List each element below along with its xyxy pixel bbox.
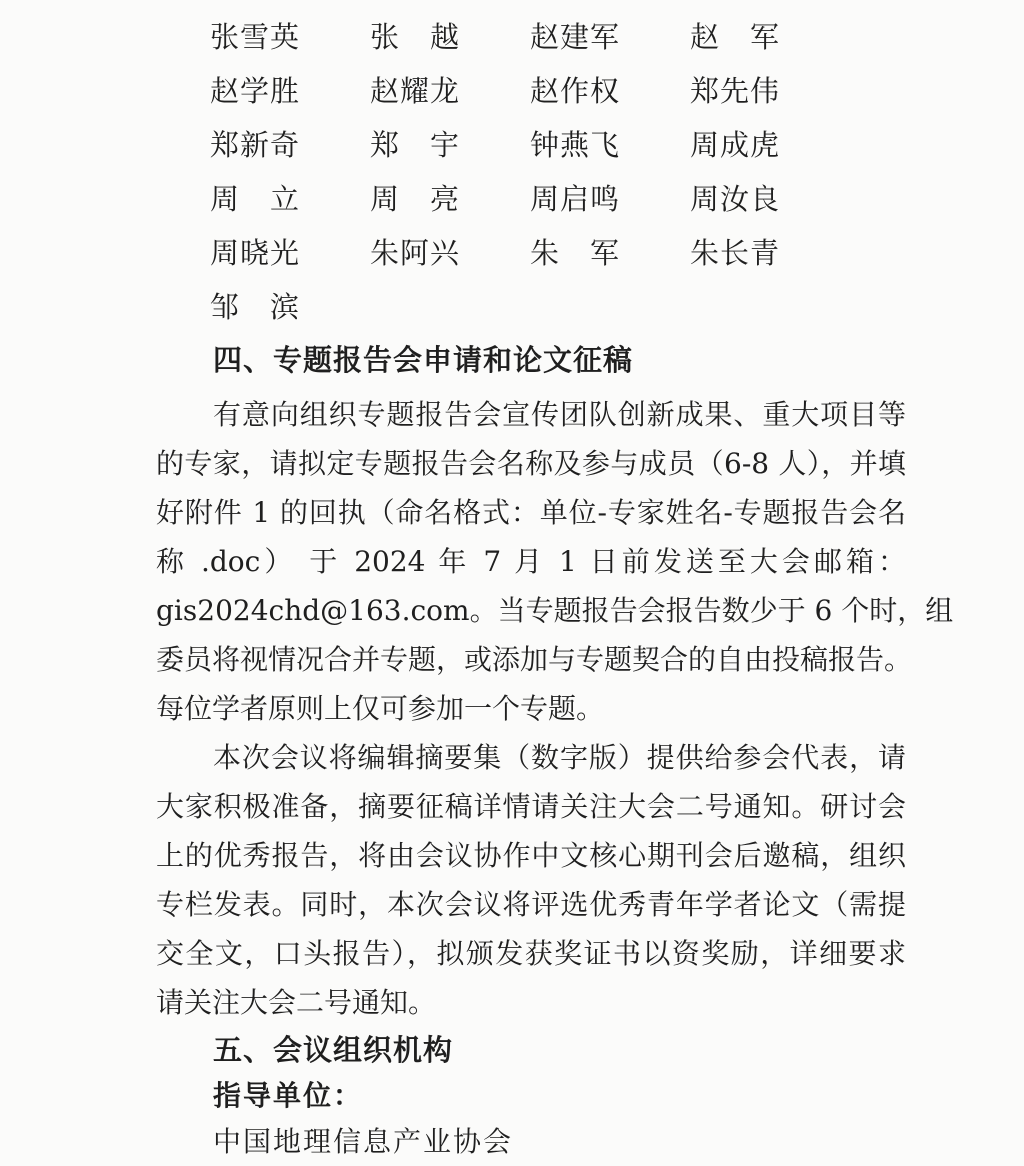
committee-name: 张 越 [370,19,461,54]
paragraph-line: 委员将视情况合并专题，或添加与专题契合的自由投稿报告。 [156,643,913,676]
committee-name: 周 亮 [370,181,461,216]
paragraph-line: 有意向组织专题报告会宣传团队创新成果、重大项目等 [213,398,906,431]
committee-name-grid [210,0,906,332]
committee-name: 赵建军 [530,19,621,54]
section5-subheading: 指导单位： [213,1079,364,1112]
paragraph-line: 交全文，口头报告），拟颁发获奖证书以资奖励，详细要求 [156,937,906,970]
committee-name: 张雪英 [210,19,301,54]
paragraph-line: 请关注大会二号通知。 [156,986,437,1019]
name-row [210,170,906,224]
document-content [156,0,954,1165]
name-row [210,116,906,170]
committee-name: 赵耀龙 [370,73,461,108]
committee-name: 郑先伟 [690,73,781,108]
paragraph-line: gis2024chd@163.com。当专题报告会报告数少于 6 个时，组 [156,594,954,627]
committee-name: 周启鸣 [530,181,621,216]
section4-paragraphs [156,390,954,1027]
section5-block [156,1027,906,1165]
committee-name: 邹 滨 [210,289,301,324]
section4-heading: 四、专题报告会申请和论文征稿 [213,343,634,377]
committee-name: 周 立 [210,181,301,216]
committee-name: 赵学胜 [210,73,301,108]
body-paragraph [156,733,906,1027]
committee-name: 周晓光 [210,235,301,270]
name-row [210,62,906,116]
committee-name: 郑 宇 [370,127,461,162]
paragraph-line: 大家积极准备，摘要征稿详情请关注大会二号通知。研讨会 [156,790,906,823]
org-name: 中国地理信息产业协会 [213,1125,514,1158]
paragraph-line: 专栏发表。同时，本次会议将评选优秀青年学者论文（需提 [156,888,906,921]
committee-name: 朱长青 [690,235,781,270]
committee-name: 郑新奇 [210,127,301,162]
paragraph-line: 称 .doc） 于 2024 年 7 月 1 日前发送至大会邮箱： [156,545,906,578]
committee-name: 朱 军 [530,235,621,270]
committee-name: 朱阿兴 [370,235,461,270]
paragraph-line: 每位学者原则上仅可参加一个专题。 [156,692,605,725]
name-row [210,8,906,62]
name-row [210,278,906,332]
section5-heading: 五、会议组织机构 [213,1033,454,1067]
paragraph-line: 上的优秀报告，将由会议协作中文核心期刊会后邀稿，组织 [156,839,906,872]
committee-name: 钟燕飞 [530,127,621,162]
paragraph-line: 本次会议将编辑摘要集（数字版）提供给参会代表，请 [213,741,906,774]
committee-name: 周汝良 [690,181,781,216]
committee-name: 赵作权 [530,73,621,108]
paragraph-line: 好附件 1 的回执（命名格式：单位-专家姓名-专题报告会名 [156,496,906,529]
committee-name: 赵 军 [690,19,781,54]
paragraph-line: 的专家，请拟定专题报告会名称及参与成员（6-8 人），并填 [156,447,906,480]
committee-name: 周成虎 [690,127,781,162]
body-paragraph [156,390,954,733]
name-row [210,224,906,278]
